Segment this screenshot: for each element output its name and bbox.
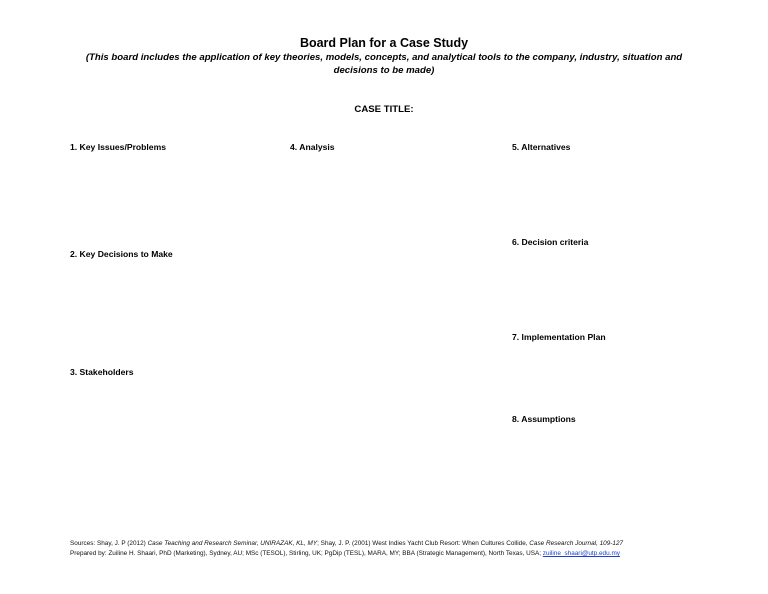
section-assumptions: 8. Assumptions [512, 414, 576, 424]
sources-middle: ; Shay, J. P. (2001) West Indies Yacht Club Resort: When Cultures Collide, [317, 540, 530, 547]
section-decision-criteria: 6. Decision criteria [512, 237, 589, 247]
prepared-by-text: Prepared by: Zuiline H. Shaari, PhD (Marketing), Sydney, AU; MSc (TESOL), Stirling, UK; PgDip (TESL), MARA, MY; BBA (Strategic Management), North Texas, USA; [70, 550, 543, 557]
case-title-label: CASE TITLE: [354, 104, 414, 115]
footer-prepared-by [70, 550, 620, 557]
footer-sources [70, 540, 623, 547]
page-title: Board Plan for a Case Study [299, 36, 469, 50]
section-key-decisions: 2. Key Decisions to Make [70, 249, 173, 259]
section-analysis: 4. Analysis [290, 142, 335, 152]
sources-journal: Case Research Journal, 109-127 [529, 540, 624, 547]
sources-seminar: Case Teaching and Research Seminar, UNIRAZAK, KL, MY [147, 540, 318, 547]
section-implementation-plan: 7. Implementation Plan [512, 332, 606, 342]
email-link[interactable]: zuiline_shaari@utp.edu.my [542, 550, 620, 557]
sources-prefix: Sources: Shay, J. P (2012) [70, 540, 148, 547]
section-key-issues: 1. Key Issues/Problems [70, 142, 167, 152]
section-stakeholders: 3. Stakeholders [70, 367, 134, 377]
section-alternatives: 5. Alternatives [512, 142, 571, 152]
page-subtitle: (This board includes the application of key theories, models, concepts, and analytical tools to the company, industry, situation and decisions to be made) [85, 52, 683, 76]
